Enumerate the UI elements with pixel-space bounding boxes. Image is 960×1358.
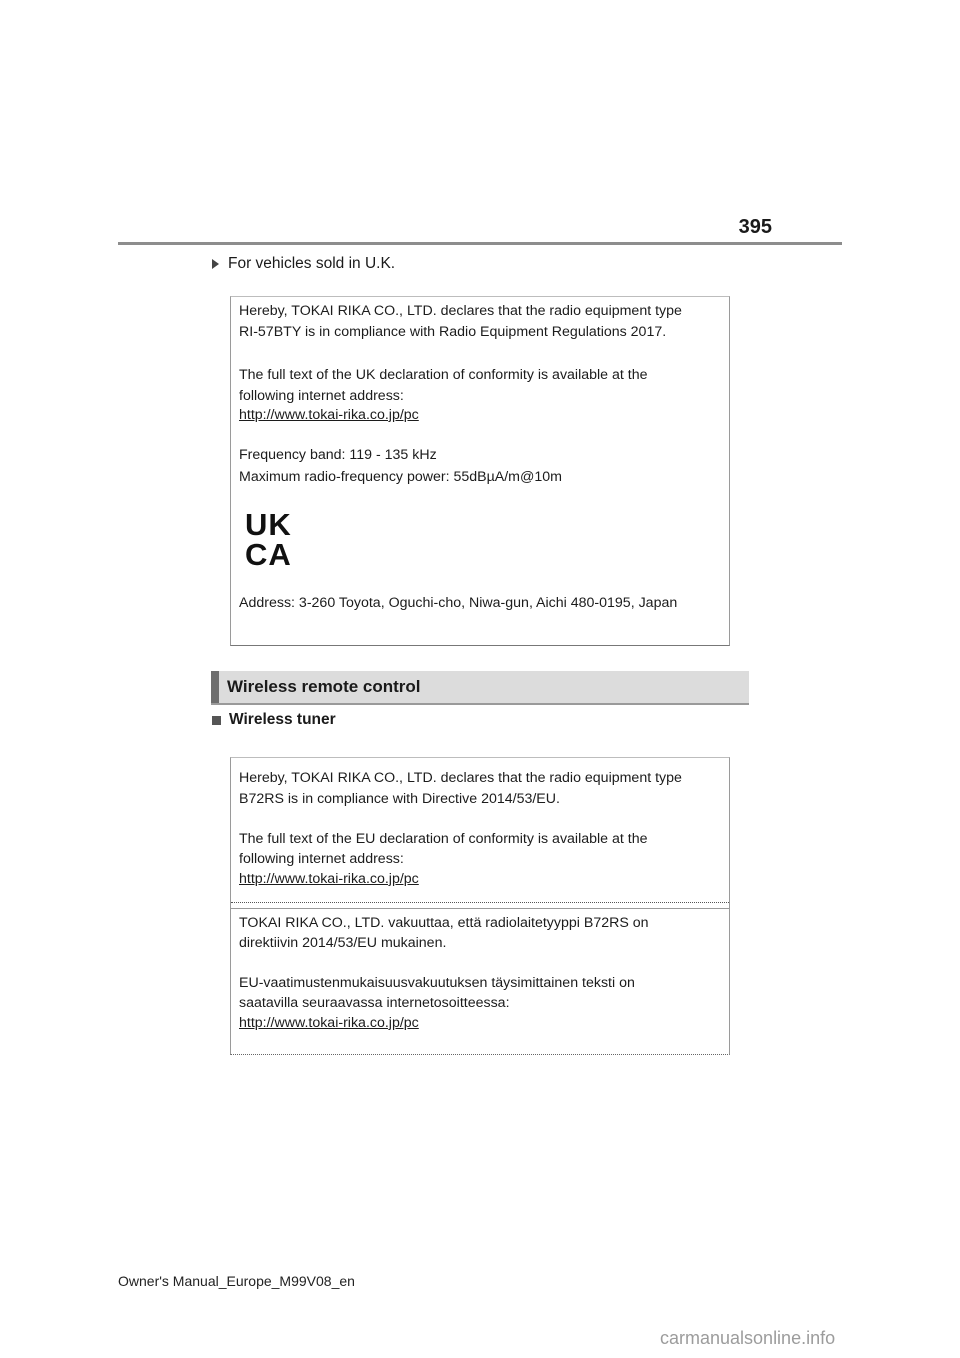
box-divider-secondary [231,908,729,909]
sub-section-heading [212,711,336,729]
uk-line-3: The full text of the UK declaration of conformity is available at the [239,367,648,383]
eu-declaration-box [230,757,730,1055]
watermark-text: carmanualsonline.info [660,1328,836,1348]
section-header [211,671,749,705]
fi-url-link[interactable]: http://www.tokai-rika.co.jp/pc [239,1015,419,1031]
ukca-mark-logo [245,507,292,572]
sub-section-text: Wireless tuner [229,711,336,728]
uk-frequency-band: Frequency band: 119 - 135 kHz [239,447,437,463]
uk-declaration-box [230,296,730,646]
uk-max-power: Maximum radio-frequency power: 55dBµA/m@10m [239,469,563,485]
uk-line-2: RI-57BTY is in compliance with Radio Equipment Regulations 2017. [239,324,667,340]
subhead-text: For vehicles sold in U.K. [228,255,396,272]
square-bullet-icon [212,716,221,725]
page-number: 395 [738,216,772,238]
uk-address: Address: 3-260 Toyota, Oguchi-cho, Niwa-gun, Aichi 480-0195, Japan [239,595,678,611]
fi-line-1: TOKAI RIKA CO., LTD. vakuuttaa, että radiolaitetyyppi B72RS on [239,915,649,931]
eu-url-link[interactable]: http://www.tokai-rika.co.jp/pc [239,871,419,887]
uk-url-link[interactable]: http://www.tokai-rika.co.jp/pc [239,407,419,423]
fi-line-3: EU-vaatimustenmukaisuusvakuutuksen täysimittainen teksti on [239,975,635,991]
fi-line-2: direktiivin 2014/53/EU mukainen. [239,935,447,951]
eu-line-4: following internet address: [239,851,404,867]
uk-line-4: following internet address: [239,388,404,404]
ukca-mark-bottom: CA [245,537,292,572]
triangle-bullet-icon [212,259,219,269]
uk-line-1: Hereby, TOKAI RIKA CO., LTD. declares that the radio equipment type [239,303,682,319]
subhead [212,255,395,273]
eu-line-3: The full text of the EU declaration of conformity is available at the [239,831,648,847]
section-title: Wireless remote control [227,677,421,696]
eu-line-1: Hereby, TOKAI RIKA CO., LTD. declares that the radio equipment type [239,770,682,786]
fi-line-4: saatavilla seuraavassa internetosoitteessa: [239,995,510,1011]
footer-text: Owner's Manual_Europe_M99V08_en [118,1273,355,1289]
eu-line-2: B72RS is in compliance with Directive 2014/53/EU. [239,791,560,807]
header-rule [118,242,842,245]
section-accent-bar [211,671,219,703]
box-divider [231,902,729,903]
ukca-mark-top: UK [245,507,292,542]
